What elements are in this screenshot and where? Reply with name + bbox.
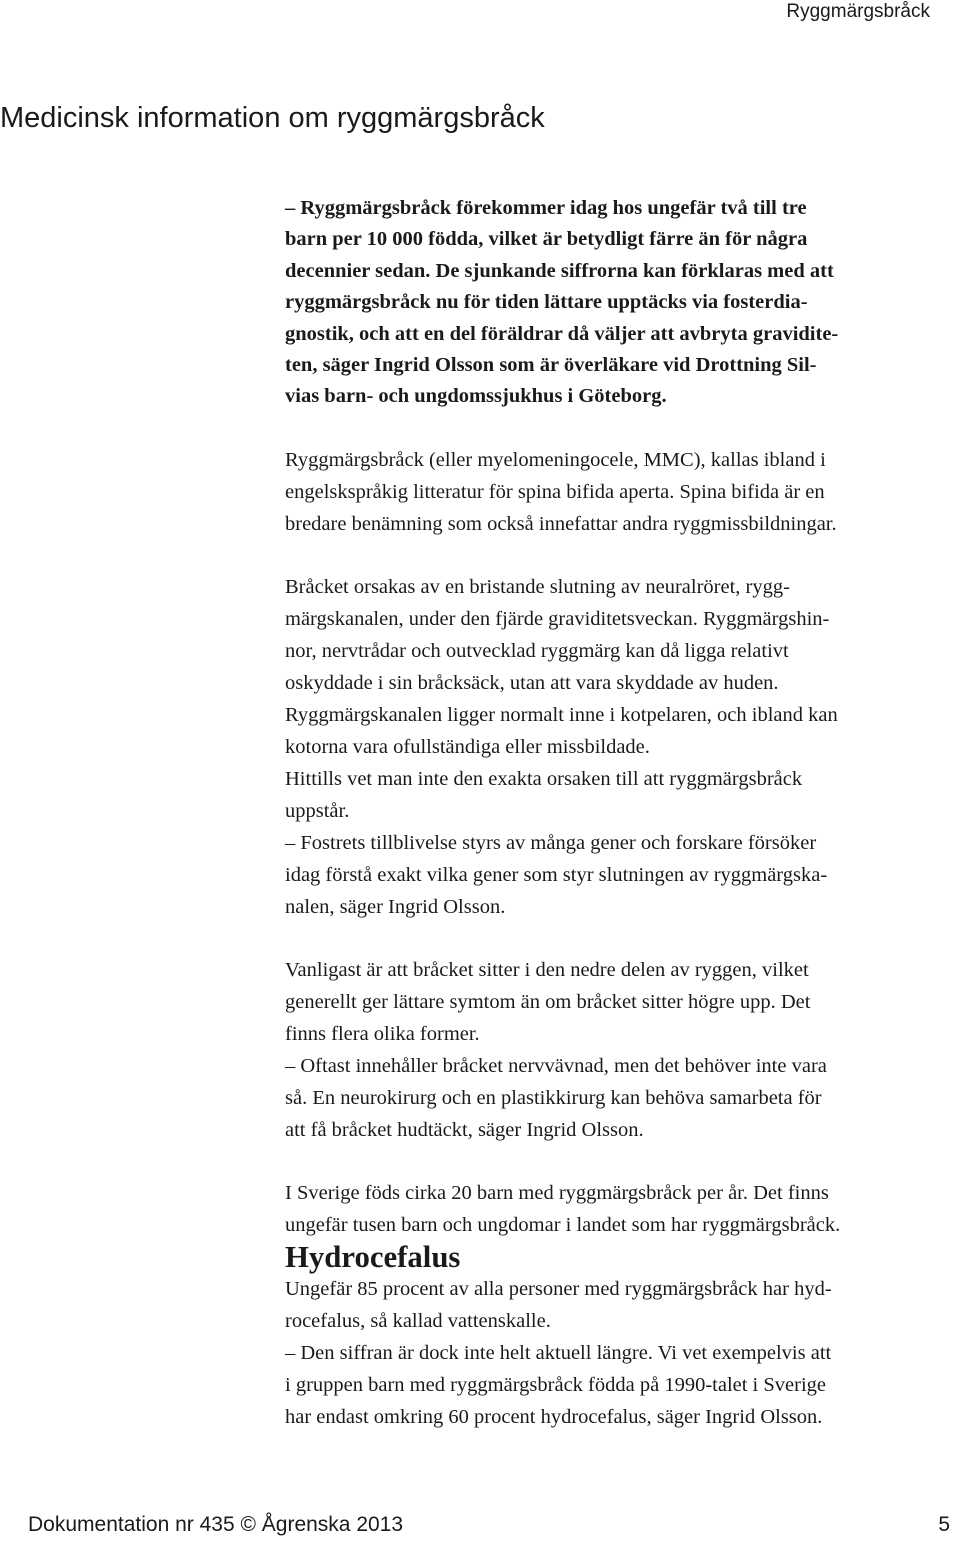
article-body	[285, 193, 945, 1433]
intro-quote-paragraph: – Ryggmärgsbråck förekommer idag hos ungefär två till tre barn per 10 000 födda, vilket är betydligt färre än för några decennier sedan. De sjunkande siffrorna kan förklaras med att ryggmärgsbråck nu för tiden lättare upptäcks via fosterdia- gnostik, och att en del föräldrar då väljer att avbryta graviditе- ten, säger Ingrid Olsson som är överläkare vid Drottning Sil- vias barn- och ungdomssjukhus i Göteborg.	[285, 197, 839, 408]
paragraph-incidence: I Sverige föds cirka 20 barn med ryggmärgsbråck per år. Det finns ungefär tusen barn och ungdomar i landet som har ryggmärgsbråck.	[285, 1181, 841, 1236]
paragraph-cause: Bråcket orsakas av en bristande slutning av neuralröret, rygg- märgskanalen, under den fjärde graviditetsveckan. Ryggmärgshin- nor, nervtrådar och outvecklad ryggmärg kan då ligga relativt oskyddade i sin bråcksäck, utan att vara skyddade av huden. Ryggmärgskanalen ligger normalt inne i kotpelaren, och ibland kan kotorna vara ofullständiga eller missbildade. Hittills vet man inte den exakta orsaken till att ryggmärgsbråck uppstår. – Fostrets tillblivelse styrs av många gener och forskare försöker idag förstå exakt vilka gener som styr slutningen av ryggmärgska- nalen, säger Ingrid Olsson.	[285, 575, 838, 918]
page-number: 5	[938, 1513, 950, 1536]
footer-publication: Dokumentation nr 435 © Ågrenska 2013	[28, 1513, 404, 1536]
section-title: Medicinsk information om ryggmärgsbråck	[0, 102, 545, 134]
running-header: Ryggmärgsbråck	[786, 1, 930, 22]
subheading-hydrocefalus: Hydrocefalus	[285, 1239, 461, 1274]
paragraph-location: Vanligast är att bråcket sitter i den nedre delen av ryggen, vilket generellt ger lättare symtom än om bråcket sitter högre upp. Det finns flera olika former. – Oftast innehåller bråcket nervvävnad, men det behöver inte vara så. En neurokirurg och en plastikkirurg kan behöva samarbeta för att få bråcket hudtäckt, säger Ingrid Olsson.	[285, 958, 827, 1141]
paragraph-definition: Ryggmärgsbråck (eller myelomeningocele, MMC), kallas ibland i engelskspråkig litteratur för spina bifida aperta. Spina bifida är en bredare benämning som också innefattar andra ryggmissbildningar.	[285, 448, 837, 535]
paragraph-hydrocefalus: Ungefär 85 procent av alla personer med ryggmärgsbråck har hyd- rocefalus, så kallad vattenskalle. – Den siffran är dock inte helt aktuell längre. Vi vet exempelvis att i gruppen barn med ryggmärgsbråck födda på 1990-talet i Sverige har endast omkring 60 procent hydrocefalus, säger Ingrid Olsson.	[285, 1277, 832, 1428]
